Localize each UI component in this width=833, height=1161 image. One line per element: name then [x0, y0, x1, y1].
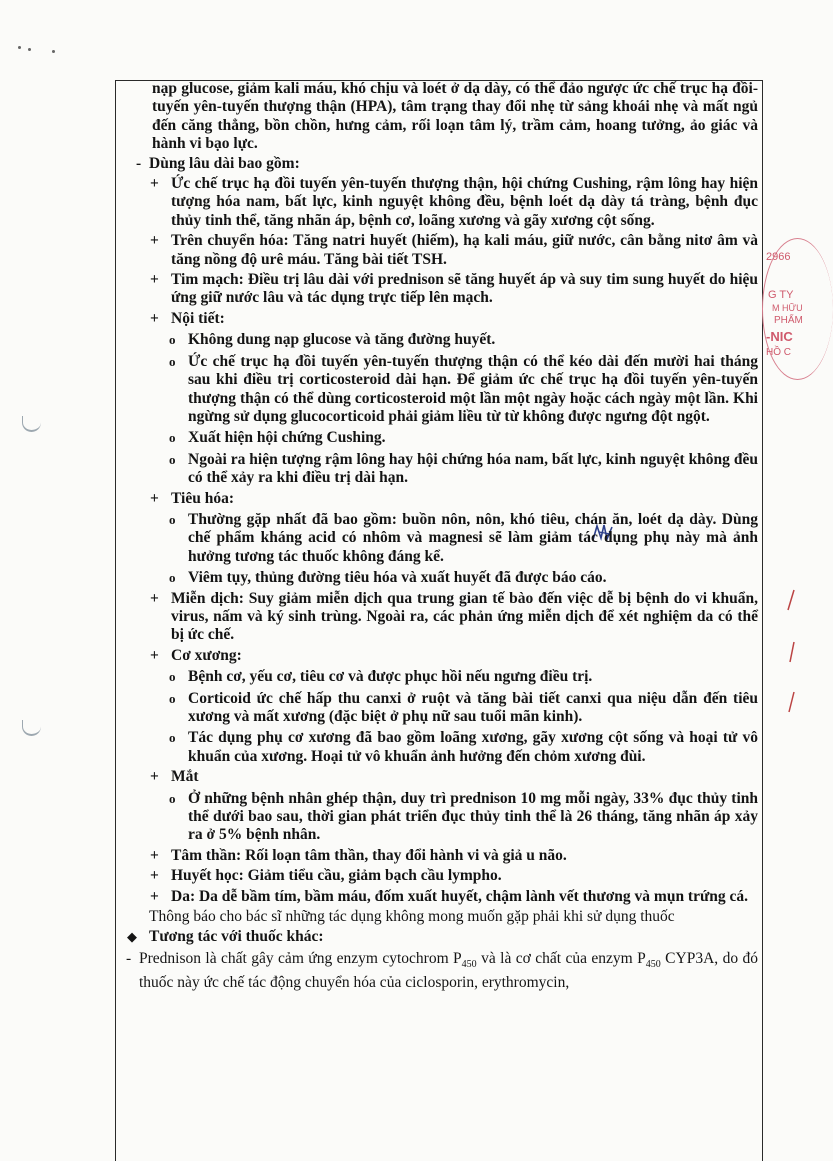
hematology-item: + Huyết học: Giảm tiểu cầu, giảm bạch cầu lympho. — [150, 867, 502, 885]
skin-item: + Da: Da dễ bầm tím, bầm máu, đốm xuất huyết, chậm lành vết thương và mụn trứng cá. — [150, 887, 749, 905]
digestive-subitem: o Viêm tụy, thủng đường tiêu hóa và xuất huyết đã được báo cáo. — [169, 569, 607, 587]
digestive-subitem: o Thường gặp nhất đã bao gồm: buồn nôn, nôn, khó tiêu, chán ăn, loét dạ dày. Dùng chế phẩm kháng acid có nhôm và magnesi sẽ làm giảm tác dụng phụ này mà ảnh hưởng tương tác thuốc không đáng kể. — [169, 510, 758, 565]
endocrine-heading: + Nội tiết: — [150, 309, 225, 327]
endocrine-subitem: o Xuất hiện hội chứng Cushing. — [169, 429, 386, 447]
punch-hole-mark — [22, 720, 41, 736]
company-stamp: 2966 G TY M HỮU PHẨM -NIC HỒ C — [762, 238, 802, 378]
scan-dot — [28, 48, 31, 51]
endocrine-subitem: o Không dung nạp glucose và tăng đường huyết. — [169, 331, 496, 349]
scan-dot — [52, 50, 55, 53]
intro-paragraph: nạp glucose, giảm kali máu, khó chịu và loét ở dạ dày, có thể đảo ngược ức chế trục hạ đồi- tuyến yên-tuyến thượng thận (HPA), tâm trạng thay đổi nhẹ từ sảng khoái nhẹ và mất ngủ đến căng thẳng, bồn chồn, hưng cảm, rối loạn tâm lý, trầm cảm, hoang tưởng, ảo giác và hành vi bạo lực. — [152, 80, 758, 153]
long-term-heading: - Dùng lâu dài bao gồm: — [136, 154, 300, 172]
scan-dot — [18, 46, 21, 49]
musculoskeletal-subitem: o Bệnh cơ, yếu cơ, tiêu cơ và được phục hồi nếu ngưng điều trị. — [169, 668, 593, 686]
eye-subitem: o Ở những bệnh nhân ghép thận, duy trì prednison 10 mg mỗi ngày, 33% đục thủy tinh thể dưới bao sau, thời gian phát triển đục thủy tinh thể là 26 tháng, tăng nhãn áp xảy ra ở 5% bệnh nhân. — [169, 789, 758, 844]
doctor-notice: Thông báo cho bác sĩ những tác dụng không mong muốn gặp phải khi sử dụng thuốc — [149, 908, 675, 926]
edge-scratch — [784, 640, 796, 664]
endocrine-subitem: o Ngoài ra hiện tượng rậm lông hay hội chứng hóa nam, bất lực, kinh nguyệt không đều có thể xảy ra khi điều trị dài hạn. — [169, 450, 758, 487]
long-term-item: + Ức chế trục hạ đồi tuyến yên-tuyến thượng thận, hội chứng Cushing, rậm lông hay hiện tượng hóa nam, bất lực, kinh nguyệt không đều, bệnh loét dạ dày tá tràng, bệnh đục thủy tinh thể, tăng nhãn áp, bệnh cơ, loãng xương và gãy xương cột sống. — [150, 175, 758, 229]
endocrine-subitem: o Ức chế trục hạ đồi tuyến yên-tuyến thượng thận có thể kéo dài đến mười hai tháng sau khi điều trị corticosteroid dài hạn. Để giảm ức chế trục hạ đồi tuyến yên-tuyến thượng thận có thể dùng corticosteroid một lần một ngày hoặc cách ngày một lần. Khi ngừng sử dụng glucocorticoid phải giảm liều từ từ không được ngưng đột ngột. — [169, 352, 758, 425]
interactions-paragraph: - Prednison là chất gây cảm ứng enzym cytochrom $P_{450}$ và là cơ chất của enzym $P_{450}$ CYP3A, do đó thuốc này ức chế tác động chuyển hóa của ciclosporin, erythromycin, — [126, 949, 758, 992]
psychiatric-item: + Tâm thần: Rối loạn tâm thần, thay đổi hành vi và giả u não. — [150, 846, 567, 864]
musculoskeletal-subitem: o Tác dụng phụ cơ xương đã bao gồm loãng xương, gãy xương cột sống và hoại tử vô khuẩn của xương. Hoại tử vô khuẩn ảnh hưởng đến chỏm xương đùi. — [169, 729, 758, 765]
edge-scratch — [784, 690, 796, 714]
cardiovascular-item: + Tim mạch: Điều trị lâu dài với prednison sẽ tăng huyết áp và suy tim sung huyết do hiệu ứng giữ nước lâu và tác dụng trực tiếp lên mạch. — [150, 271, 758, 307]
immune-item: + Miễn dịch: Suy giảm miễn dịch qua trung gian tế bào đến việc dễ bị bệnh do vi khuẩn, virus, nấm và ký sinh trùng. Ngoài ra, các phản ứng miễn dịch để xét nghiệm da có thể bị ức chế. — [150, 589, 758, 644]
punch-hole-mark — [22, 416, 41, 432]
document-body — [122, 80, 758, 993]
eye-heading: + Mắt — [150, 768, 199, 786]
edge-scratch — [784, 588, 796, 612]
metabolic-item: + Trên chuyển hóa: Tăng natri huyết (hiếm), hạ kali máu, giữ nước, cân bằng nitơ âm và tăng nồng độ urê máu. Tăng bài tiết TSH. — [150, 232, 758, 268]
digestive-heading: + Tiêu hóa: — [150, 489, 235, 507]
musculoskeletal-subitem: o Corticoid ức chế hấp thu canxi ở ruột và tăng bài tiết canxi qua niệu dẫn đến tiêu xương và mất xương (đặc biệt ở phụ nữ sau tuổi mãn kinh). — [169, 689, 758, 725]
interactions-heading: ◆ Tương tác với thuốc khác: — [127, 928, 324, 946]
musculoskeletal-heading: + Cơ xương: — [150, 646, 242, 664]
